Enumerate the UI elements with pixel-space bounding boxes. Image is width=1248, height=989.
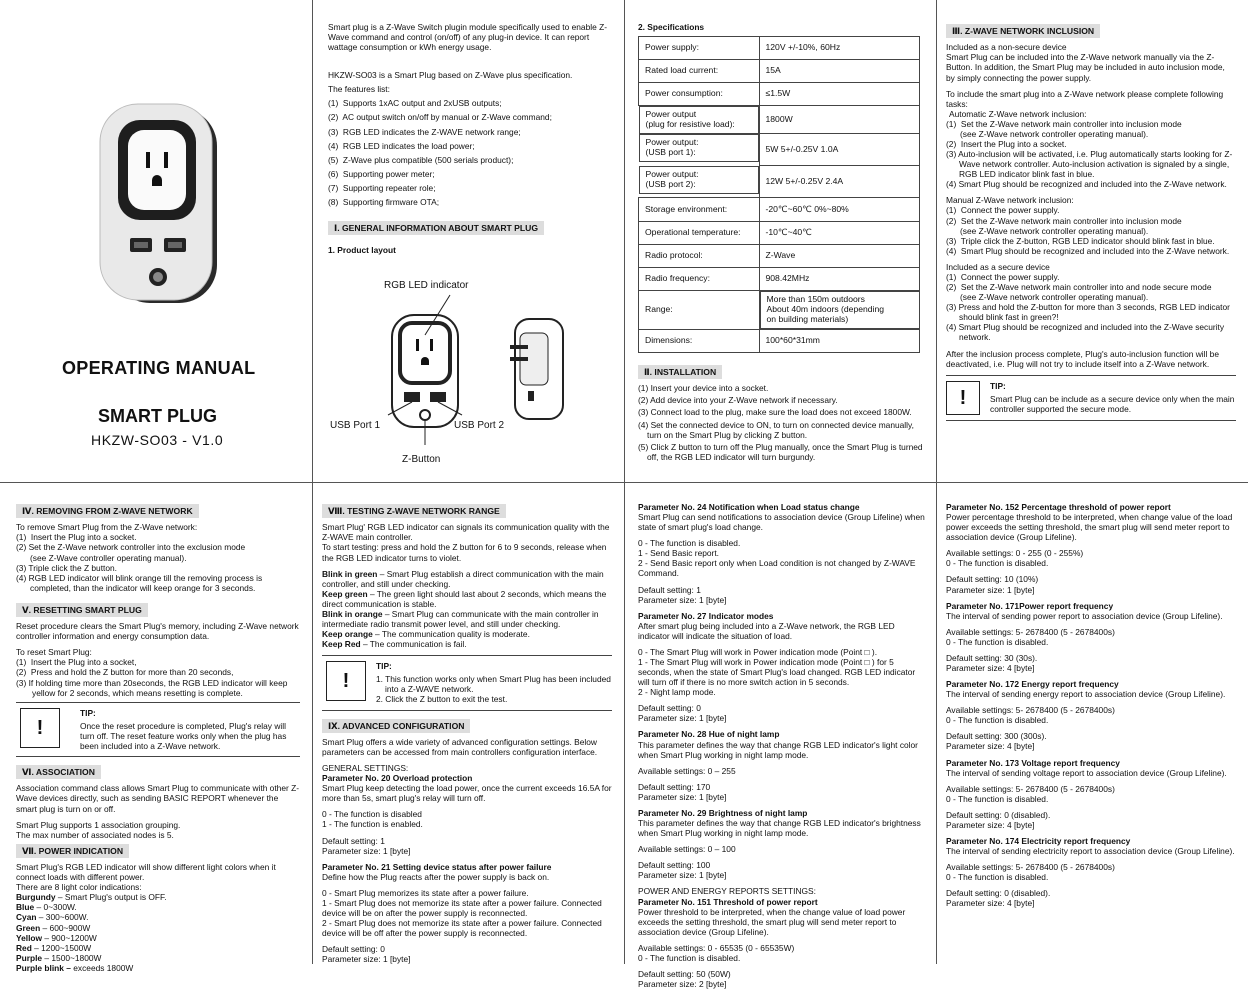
spec-label: Radio frequency: <box>639 268 760 291</box>
energy-settings-title: POWER AND ENERGY REPORTS SETTINGS: <box>638 886 816 897</box>
param-27-desc: After smart plug being included into a Z-Wave network, the RGB LED indicator will indicate the situation of load. <box>638 620 895 641</box>
list-item: completed, than the indicator will keep orange for 3 seconds. <box>30 582 256 593</box>
section-heading-advanced: Ⅸ. ADVANCED CONFIGURATION <box>322 719 470 733</box>
list-item: (see Z-Wave network controller operating manual). <box>960 225 1149 236</box>
param-171-title: Parameter No. 171Power report frequency <box>946 600 1114 611</box>
param-24-size: Parameter size: 1 [byte] <box>638 594 727 605</box>
auto-inclusion-title: Automatic Z-Wave network inclusion: <box>949 108 1087 119</box>
param-152-title: Parameter No. 152 Percentage threshold of power report <box>946 502 1171 512</box>
inclusion-tasks: To include the smart plug into a Z-Wave network please complete following tasks: <box>946 88 1226 109</box>
param-24-option: 1 - Send Basic report. <box>638 548 719 559</box>
feature-item: (6) Supporting power meter; <box>328 168 435 179</box>
tip-text: Once the reset procedure is completed, Plug's relay will turn off. The reset feature works only when the plug has been included into a Z-Wave network. <box>80 720 287 751</box>
spec-value: 120V +/-10%, 60Hz <box>759 37 920 60</box>
association-max-nodes: The max number of associated nodes is 5. <box>16 829 174 840</box>
spec-value: 1800W <box>759 106 920 134</box>
spec-label: Operational temperature: <box>639 222 760 245</box>
table-row <box>639 198 920 222</box>
smart-plug-illustration <box>90 100 230 310</box>
tip-body <box>376 661 612 704</box>
list-item: Blink in orange – Smart Plug can communicate with the main controller in intermediate radio transmit power level, and still under checking. <box>322 608 599 630</box>
label-z-button: Z-Button <box>402 454 441 465</box>
feature-item: (2) AC output switch on/off by manual or Z-Wave command; <box>328 112 552 123</box>
table-row <box>639 268 920 291</box>
param-171-desc: The interval of sending power report to association device (Group Lifeline). <box>946 610 1223 621</box>
secure-inclusion-steps <box>946 272 1236 343</box>
table-row <box>639 83 920 106</box>
warning-icon: ! <box>946 381 980 415</box>
param-172-default: Default setting: 300 (300s). <box>946 731 1047 742</box>
parameters-panel-2 <box>936 482 1248 964</box>
list-item: (2) Add device into your Z-Wave network if necessary. <box>638 395 838 406</box>
list-item: (1) Connect the power supply. <box>946 271 1060 282</box>
removing-steps <box>16 522 300 593</box>
param-27-option: 1 - The Smart Plug will work in Power indication mode (Point □ ) for 5 seconds, when the state of Smart Plug's load changed. RGB LED indicator will turn off if there is no more switch action in 5 seconds. <box>638 657 916 688</box>
param-28-available: Available settings: 0 – 255 <box>638 765 736 776</box>
removing-panel <box>0 482 312 973</box>
param-172-available: Available settings: 5- 2678400 (5 - 2678400s) <box>946 705 1115 716</box>
param-151-default: Default setting: 50 (50W) <box>638 968 731 979</box>
param-174-available: Available settings: 5- 2678400 (5 - 2678400s) <box>946 862 1115 873</box>
tip-box <box>946 375 1236 421</box>
list-item: (5) Click Z button to turn off the Plug manually, once the Smart Plug is turned off, the RGB LED indicator will turn burgundy. <box>638 441 923 462</box>
spec-label: Rated load current: <box>639 60 760 83</box>
auto-inclusion-steps <box>946 119 1236 190</box>
param-151-zero: 0 - The function is disabled. <box>638 952 741 963</box>
table-row <box>639 245 920 268</box>
product-name: SMART PLUG <box>98 406 217 426</box>
param-21-desc: Define how the Plug reacts after the power supply is back on. <box>322 871 550 882</box>
param-27-option: 2 - Night lamp mode. <box>638 687 716 698</box>
param-152-desc: Power percentage threshold to be interpreted, when change value of the load power exceeds the setting threshold, the smart plug will send meter report to association device (Group Lifeline). <box>946 512 1233 543</box>
param-174-size: Parameter size: 4 [byte] <box>946 898 1035 909</box>
tip-text: 1. This function works only when Smart Plug has been included into a Z-WAVE network. <box>376 674 611 695</box>
list-item: Keep orange – The communication quality is moderate. <box>322 629 530 640</box>
param-27-size: Parameter size: 1 [byte] <box>638 713 727 724</box>
param-21-default: Default setting: 0 <box>322 944 385 955</box>
label-usb-port-2: USB Port 2 <box>454 420 505 431</box>
param-24-option: 2 - Send Basic report only when Load condition is not changed by Z-WAVE Command. <box>638 558 916 579</box>
spec-value: 5W 5+/-0.25V 1.0A <box>759 134 920 166</box>
tip-text: 2. Click the Z button to exit the test. <box>376 694 508 705</box>
list-item: (1) Set the Z-Wave network main controller into inclusion mode <box>946 118 1182 129</box>
list-item: (2) Set the Z-Wave network controller into the exclusion mode <box>16 542 246 553</box>
param-171-size: Parameter size: 4 [byte] <box>946 663 1035 674</box>
spec-label: Power output: (USB port 2): <box>639 166 759 194</box>
section-heading-reset: Ⅴ. RESETTING SMART PLUG <box>16 603 148 617</box>
param-174-title: Parameter No. 174 Electricity report frequency <box>946 836 1131 847</box>
after-inclusion-note: After the inclusion process complete, Plug's auto-inclusion function will be deactivated, i.e. Plug will not try to include itself into a Z-Wave network. <box>946 348 1219 369</box>
param-174-desc: The interval of sending electricity report to association device (Group Lifeline). <box>946 846 1235 857</box>
param-173-desc: The interval of sending voltage report to association device (Group Lifeline). <box>946 767 1227 778</box>
feature-item: (7) Supporting repeater role; <box>328 182 436 193</box>
param-151-available: Available settings: 0 - 65535 (0 - 65535W) <box>638 942 795 953</box>
param-20-option: 0 - The function is disabled <box>322 809 422 820</box>
param-29-desc: This parameter defines the way that change RGB LED indicator's brightness when Smart Plug working in night lamp mode. <box>638 818 921 839</box>
param-24-desc: Smart Plug can send notifications to association device (Group Lifeline) when state of smart plug's load change. <box>638 512 925 533</box>
list-item: (2) Set the Z-Wave network main controller into and node secure mode <box>946 282 1212 293</box>
param-28-size: Parameter size: 1 [byte] <box>638 791 727 802</box>
spec-label: Storage environment: <box>639 198 760 222</box>
section-heading-removing: Ⅳ. REMOVING FROM Z-WAVE NETWORK <box>16 504 199 518</box>
association-text: Association command class allows Smart Plug to communicate with other Z-Wave devices directly, such as sending BASIC REPORT whenever the smart plug is turn on or off. <box>16 783 299 814</box>
list-item: (3) Connect load to the plug, make sure the load does not exceed 1800W. <box>638 407 912 418</box>
parameters-panel <box>624 482 936 989</box>
testing-start: To start testing: press and hold the Z button for 6 to 9 seconds, release when the RGB LED indicator turns to violet. <box>322 542 607 563</box>
spec-value: -20℃~60℃ 0%~80% <box>759 198 920 222</box>
param-173-default: Default setting: 0 (disabled). <box>946 809 1051 820</box>
list-item: (3) If holding time more than 20seconds, the RGB LED indicator will keep yellow for 2 seconds, which means resetting is complete. <box>16 677 288 698</box>
section-heading-power-indication: Ⅶ. POWER INDICATION <box>16 844 129 858</box>
spec-value: More than 150m outdoors About 40m indoors (depending on building materials) <box>760 291 920 329</box>
specs-title: 2. Specifications <box>638 22 705 32</box>
intro-paragraph: Smart plug is a Z-Wave Switch plugin module specifically used to enable Z-Wave command and control (on/off) of any plug-in device. It can report wattage consumption or kWh energy usage. <box>328 22 607 53</box>
specifications-table <box>638 36 920 353</box>
list-item: (see Z-Wave controller operating manual). <box>30 552 187 563</box>
list-item: (1) Insert your device into a socket. <box>638 383 769 394</box>
param-24-title: Parameter No. 24 Notification when Load status change <box>638 502 860 512</box>
spec-label: Range: <box>639 291 760 330</box>
tip-box <box>16 702 300 757</box>
association-grouping: Smart Plug supports 1 association grouping. <box>16 819 181 830</box>
reset-steps <box>16 647 300 697</box>
specs-panel <box>624 0 936 482</box>
list-item: (4) Smart Plug should be recognized and included into the Z-Wave security network. <box>946 322 1225 343</box>
param-151-title: Parameter No. 151 Threshold of power report <box>638 896 818 907</box>
list-item: (1) Insert the Plug into a socket, <box>16 657 137 668</box>
param-172-title: Parameter No. 172 Energy report frequency <box>946 679 1119 690</box>
blink-meanings <box>322 569 612 650</box>
param-173-size: Parameter size: 4 [byte] <box>946 819 1035 830</box>
feature-item: (3) RGB LED indicates the Z-WAVE network range; <box>328 126 521 137</box>
testing-panel <box>312 482 624 964</box>
section-heading-installation: Ⅱ. INSTALLATION <box>638 365 722 379</box>
param-21-option: 0 - Smart Plug memorizes its state after a power failure. <box>322 887 529 898</box>
param-171-zero: 0 - The function is disabled. <box>946 636 1049 647</box>
power-color-list <box>16 892 300 973</box>
list-item: Cyan – 300~600W. <box>16 912 89 923</box>
section-heading-general: Ⅰ. GENERAL INFORMATION ABOUT SMART PLUG <box>328 221 544 235</box>
table-row <box>639 60 920 83</box>
param-29-available: Available settings: 0 – 100 <box>638 844 736 855</box>
list-item: (4) Set the connected device to ON, to turn on connected device manually, turn on the Smart Plug by clicking Z button. <box>638 419 914 440</box>
intro-panel <box>312 0 624 482</box>
param-24-option: 0 - The function is disabled. <box>638 538 741 549</box>
intro-spec-line: HKZW-SO03 is a Smart Plug based on Z-Wave plus specification. <box>328 70 573 81</box>
param-27-option: 0 - The Smart Plug will work in Power indication mode (Point □ ). <box>638 646 878 657</box>
inclusion-panel <box>936 0 1248 482</box>
spec-value: 12W 5+/-0.25V 2.4A <box>759 166 920 198</box>
list-item: To remove Smart Plug from the Z-Wave network: <box>16 522 198 533</box>
section-heading-inclusion: Ⅲ. Z-WAVE NETWORK INCLUSION <box>946 24 1100 38</box>
param-28-desc: This parameter defines the way that change RGB LED indicator's light color when Smart Plug working in night lamp mode. <box>638 739 918 760</box>
list-item: (see Z-Wave network controller operating manual). <box>960 292 1149 303</box>
spec-label: Power output (plug for resistive load): <box>639 106 759 134</box>
power-indication-text: Smart Plug's RGB LED indicator will show different light colors when it connect loads with different power. <box>16 862 276 883</box>
param-29-default: Default setting: 100 <box>638 860 711 871</box>
param-27-title: Parameter No. 27 Indicator modes <box>638 610 774 621</box>
testing-intro: Smart Plug' RGB LED indicator can signals its communication quality with the Z-WAVE main controller. <box>322 522 610 543</box>
list-item: Blink in green – Smart Plug establish a direct communication with the main controller, and still under checking. <box>322 568 604 589</box>
spec-label: Radio protocol: <box>639 245 760 268</box>
param-21-option: 2 - Smart Plug does not memorize its state after a power failure. Connected device will be off after the power supply is reconnected. <box>322 918 602 939</box>
param-173-title: Parameter No. 173 Voltage report frequency <box>946 757 1120 768</box>
tip-text: Smart Plug can be include as a secure device only when the main controller supported the secure mode. <box>990 393 1235 414</box>
list-item: (2) Insert the Plug into a socket. <box>946 139 1067 150</box>
list-item: (2) Press and hold the Z button for more than 20 seconds, <box>16 667 234 678</box>
list-item: Purple blink – exceeds 1800W <box>16 962 134 973</box>
spec-value: 100*60*31mm <box>759 329 920 352</box>
table-row <box>639 134 920 166</box>
param-174-default: Default setting: 0 (disabled). <box>946 888 1051 899</box>
param-21-option: 1 - Smart Plug does not memorize its state after a power failure. Connected device will be on after the power supply is reconnected. <box>322 897 602 918</box>
table-row <box>639 37 920 60</box>
layout-title: 1. Product layout <box>328 245 396 256</box>
param-20-option: 1 - The function is enabled. <box>322 819 423 830</box>
section-heading-association: Ⅵ. ASSOCIATION <box>16 765 101 779</box>
secure-inclusion-title: Included as a secure device <box>946 261 1050 272</box>
param-28-title: Parameter No. 28 Hue of night lamp <box>638 729 780 740</box>
list-item: (4) Smart Plug should be recognized and included into the Z-Wave network. <box>946 179 1227 190</box>
table-row <box>639 291 920 330</box>
param-27-default: Default setting: 0 <box>638 703 701 714</box>
spec-value: ≤1.5W <box>759 83 920 106</box>
section-heading-testing: Ⅷ. TESTING Z-WAVE NETWORK RANGE <box>322 504 506 518</box>
model-number: HKZW-SO03 - V1.0 <box>91 432 224 448</box>
inclusion-intro: Included as a non-secure device Smart Plug can be included into the Z-Wave network manually via the Z-Button. In addition, the Smart Plug may be included in auto inclusion mode, by simply connecting the power supply. <box>946 42 1225 83</box>
feature-item: (5) Z-Wave plus compatible (500 serials product); <box>328 154 514 165</box>
manual-title: OPERATING MANUAL <box>62 358 256 378</box>
param-28-default: Default setting: 170 <box>638 781 711 792</box>
list-item: (3) Triple click the Z button. <box>16 562 118 573</box>
cover-panel <box>0 0 312 482</box>
param-151-desc: Power threshold to be interpreted, when the change value of load power exceeds the setting threshold, the smart plug will send meter report to association device (Group Lifeline). <box>638 906 906 937</box>
spec-value: Z-Wave <box>759 245 920 268</box>
tip-title: TIP: <box>376 661 392 672</box>
tip-box <box>322 655 612 710</box>
list-item: (4) Smart Plug should be recognized and included into the Z-Wave network. <box>946 245 1230 256</box>
list-item: (2) Set the Z-Wave network main controller into inclusion mode <box>946 215 1182 226</box>
param-171-default: Default setting: 30 (30s). <box>946 652 1038 663</box>
spec-value: 908.42MHz <box>759 268 920 291</box>
spec-label: Dimensions: <box>639 329 760 352</box>
table-row <box>639 222 920 245</box>
advanced-intro: Smart Plug offers a wide variety of advanced configuration settings. Below parameters can be accessed from main controllers configuration interface. <box>322 736 598 757</box>
param-173-available: Available settings: 5- 2678400 (5 - 2678400s) <box>946 783 1115 794</box>
general-settings-title: GENERAL SETTINGS: <box>322 763 409 774</box>
label-rgb-led: RGB LED indicator <box>384 280 469 291</box>
feature-item: (4) RGB LED indicates the load power; <box>328 140 475 151</box>
table-row <box>639 329 920 352</box>
tip-title: TIP: <box>80 707 96 718</box>
list-item: To reset Smart Plug: <box>16 647 92 658</box>
list-item: (3) Press and hold the Z-button for more than 3 seconds, RGB LED indicator should blink fast in green?! <box>946 302 1230 323</box>
param-20-desc: Smart Plug keep detecting the load power, once the current exceeds 16.5A for more than 5s, smart plug's relay will turn off. <box>322 783 612 804</box>
list-item: Green – 600~900W <box>16 922 91 933</box>
features-title: The features list: <box>328 84 390 95</box>
list-item: (3) Triple click the Z-button, RGB LED indicator should blink fast in blue. <box>946 235 1215 246</box>
param-172-desc: The interval of sending energy report to association device (Group Lifeline). <box>946 689 1226 700</box>
param-152-available: Available settings: 0 - 255 (0 - 255%) <box>946 548 1084 559</box>
list-item: (1) Insert the Plug into a socket. <box>16 532 137 543</box>
installation-steps <box>638 383 924 462</box>
param-171-available: Available settings: 5- 2678400 (5 - 2678400s) <box>946 626 1115 637</box>
param-172-zero: 0 - The function is disabled. <box>946 715 1049 726</box>
table-row <box>639 106 920 134</box>
param-21-title: Parameter No. 21 Setting device status after power failure <box>322 861 552 872</box>
manual-inclusion-steps <box>946 205 1236 255</box>
param-20-title: Parameter No. 20 Overload protection <box>322 773 473 784</box>
list-item: Blue – 0~300W. <box>16 902 77 913</box>
param-29-size: Parameter size: 1 [byte] <box>638 870 727 881</box>
tip-title: TIP: <box>990 380 1006 391</box>
param-174-zero: 0 - The function is disabled. <box>946 872 1049 883</box>
list-item: Keep green – The green light should last about 2 seconds, which means the direct communication is stable. <box>322 588 607 609</box>
spec-label: Power output: (USB port 1): <box>639 134 759 162</box>
list-item: (3) Auto-inclusion will be activated, i.e. Plug automatically starts looking for Z-Wave network controller. Auto-inclusion activation is signaled by a single, RGB LED indicator blink fast in blue. <box>946 149 1233 180</box>
list-item: (1) Connect the power supply. <box>946 205 1060 216</box>
param-152-size: Parameter size: 1 [byte] <box>946 584 1035 595</box>
param-20-size: Parameter size: 1 [byte] <box>322 845 411 856</box>
spec-label: Power supply: <box>639 37 760 60</box>
table-row <box>639 166 920 198</box>
list-item: Burgundy – Smart Plug's output is OFF. <box>16 892 167 903</box>
tip-body <box>990 381 1236 415</box>
param-151-size: Parameter size: 2 [byte] <box>638 979 727 989</box>
list-item: Purple – 1500~1800W <box>16 952 102 963</box>
param-24-default: Default setting: 1 <box>638 584 701 595</box>
list-item: (see Z-Wave network controller operating manual). <box>960 128 1149 139</box>
param-172-size: Parameter size: 4 [byte] <box>946 741 1035 752</box>
warning-icon: ! <box>326 661 366 701</box>
param-152-zero: 0 - The function is disabled. <box>946 558 1049 569</box>
tip-body <box>70 708 300 751</box>
list-item: Yellow – 900~1200W <box>16 932 97 943</box>
param-21-size: Parameter size: 1 [byte] <box>322 954 411 965</box>
spec-value: 15A <box>759 60 920 83</box>
param-173-zero: 0 - The function is disabled. <box>946 793 1049 804</box>
list-item: Keep Red – The communication is fail. <box>322 639 467 650</box>
label-usb-port-1: USB Port 1 <box>330 420 381 431</box>
warning-icon: ! <box>20 708 60 748</box>
feature-item: (1) Supports 1xAC output and 2xUSB outputs; <box>328 98 502 109</box>
param-152-default: Default setting: 10 (10%) <box>946 574 1039 585</box>
feature-item: (8) Supporting firmware OTA; <box>328 196 440 207</box>
param-20-default: Default setting: 1 <box>322 835 385 846</box>
features-list <box>328 98 610 207</box>
manual-inclusion-title: Manual Z-Wave network inclusion: <box>946 195 1074 206</box>
spec-label: Power consumption: <box>639 83 760 106</box>
param-29-title: Parameter No. 29 Brightness of night lamp <box>638 807 808 818</box>
list-item: Red – 1200~1500W <box>16 942 92 953</box>
list-item: (4) RGB LED indicator will blink orange till the removing process is <box>16 572 263 583</box>
power-color-count: There are 8 light color indications: <box>16 882 142 893</box>
reset-intro: Reset procedure clears the Smart Plug's memory, including Z-Wave network controller information and energy consumption data. <box>16 621 299 642</box>
spec-value: -10℃~40℃ <box>759 222 920 245</box>
